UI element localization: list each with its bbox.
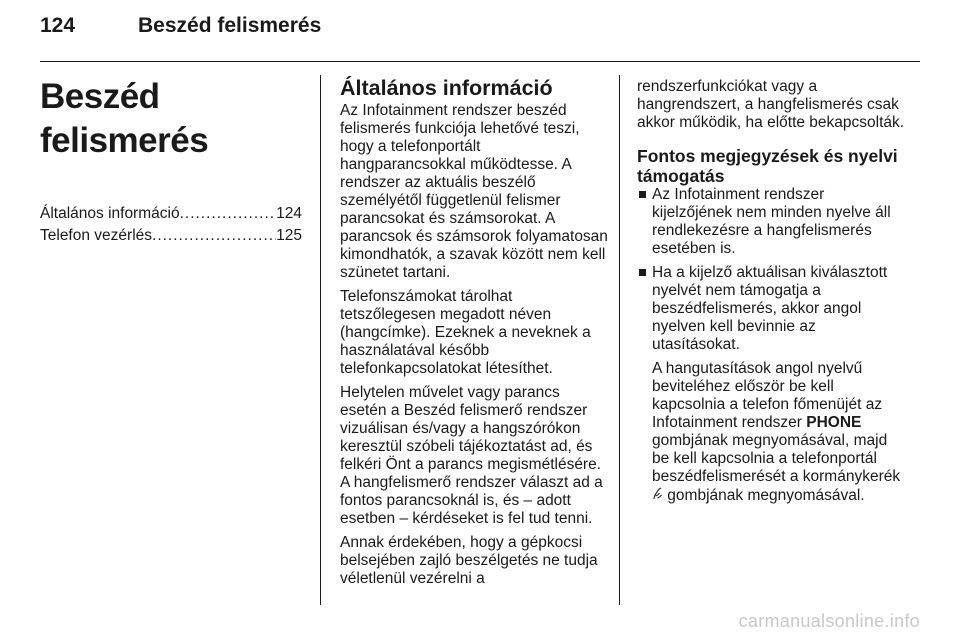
column-general xyxy=(340,62,608,594)
paragraph: Az Infotainment rendszer beszéd felismerés funkciója lehetővé teszi, hogy a telefonportált hangparancsokkal működtesse. A rendszer az aktuális beszélő személyétől függetlenül felismer parancsokat és számsorokat. A parancsok és számsorok folyamatosan kimondhatók, a szavak között nem kell szünetet tartani. xyxy=(340,102,608,281)
running-title: Beszéd felismerés xyxy=(138,14,322,37)
section-title-notes: Fontos megjegyzések és nyelvi támogatás xyxy=(637,146,898,186)
toc-entry-phone[interactable] xyxy=(40,225,302,247)
column-divider xyxy=(619,75,620,605)
watermark: carmanualsonline.info xyxy=(738,611,920,631)
bullet-square-icon xyxy=(639,269,646,276)
paragraph: Telefonszámokat tárolhat tetszőlegesen megadott néven (hangcímke). Ezeknek a neveknek a használatával később telefonkapcsolatokat létesíthet. xyxy=(340,288,591,377)
notes-list xyxy=(637,186,905,505)
bullet-text: Ha a kijelző aktuálisan kiválasztott nyelvét nem támogatja a beszédfelismerés, akkor angol nyelven kell bevinnie az utasításokat. xyxy=(652,264,888,353)
list-item xyxy=(637,264,905,505)
bullet-continuation xyxy=(652,360,905,505)
bullet-square-icon xyxy=(639,191,646,198)
table-of-contents xyxy=(40,203,302,247)
text-span: gombjának megnyomásával, majd be kell kapcsolnia a telefonportál beszédfelismerését a kormánykerék xyxy=(652,432,901,485)
text-span: A hangutasítások angol nyelvű beviteléhez először be kell kapcsolnia a telefon főmenüjét az Infotainment rendszer xyxy=(652,360,883,431)
bullet-text: Az Infotainment rendszer kijelzőjének nem minden nyelve áll rendlekezésre a hangfelismerés esetében is. xyxy=(652,186,891,257)
paragraph-continued: rendszerfunkciókat vagy a hangrendszert, a hangfelismerés csak akkor működik, ha előtte bekapcsolták. xyxy=(637,78,905,131)
toc-page: 125 xyxy=(276,227,302,244)
toc-label: Telefon vezérlés xyxy=(40,227,153,244)
toc-leader-dots xyxy=(152,225,276,247)
list-item xyxy=(637,186,905,258)
column-notes xyxy=(637,62,905,511)
toc-label: Általános információ xyxy=(40,205,180,222)
toc-page: 124 xyxy=(276,205,302,222)
paragraph: Annak érdekében, hogy a gépkocsi belsejében zajló beszélgetés ne tudja véletlenül vezérelni a xyxy=(340,534,598,587)
section-title-general: Általános információ xyxy=(340,76,553,100)
chapter-title: Beszéd felismerés xyxy=(40,77,209,160)
page-number: 124 xyxy=(40,14,76,37)
column-divider xyxy=(320,75,321,605)
toc-leader-dots xyxy=(180,203,277,225)
page-header xyxy=(40,14,920,54)
paragraph: Helytelen művelet vagy parancs esetén a Beszéd felismerő rendszer vizuálisan és/vagy a hangszórókon keresztül szóbeli tájékoztatást ad, és felkéri Önt a parancs megismétlésére. A hangfelismerő rendszer választ ad a fontos parancsoknál is, és – adott esetben – kérdéseket is fel tud tenni. xyxy=(340,384,603,527)
text-span: gombjának megnyomásával. xyxy=(663,487,865,504)
column-chapter xyxy=(40,62,302,247)
voice-steering-icon xyxy=(652,486,663,504)
phone-button-label: PHONE xyxy=(806,414,862,431)
toc-entry-general[interactable] xyxy=(40,203,302,225)
